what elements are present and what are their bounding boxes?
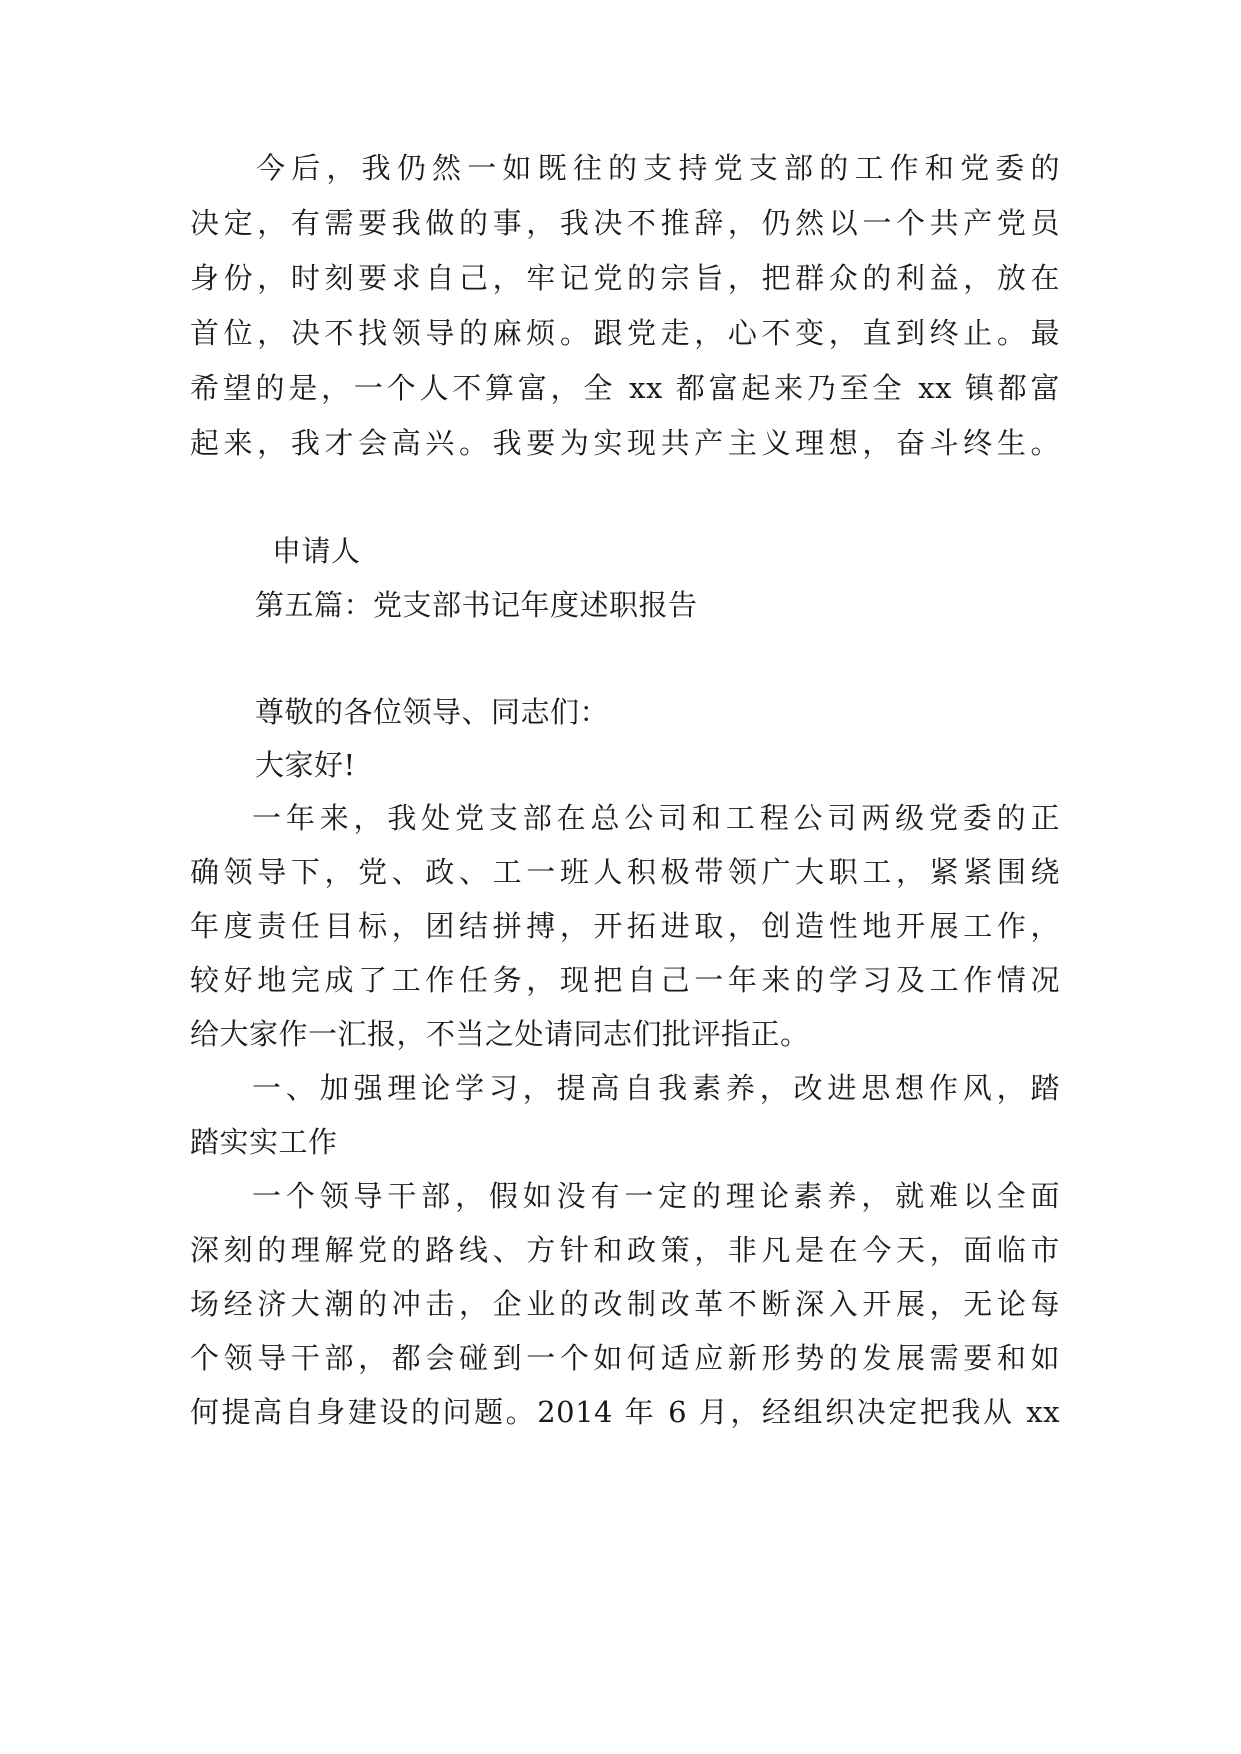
paragraph-line: 给大家作一汇报，不当之处请同志们批评指正。 (190, 1017, 810, 1051)
paragraph-line: 个领导干部，都会碰到一个如何适应新形势的发展需要和如 (190, 1341, 1060, 1375)
paragraph-line: 希望的是，一个人不算富，全 xx 都富起来乃至全 xx 镇都富 (190, 371, 1060, 405)
paragraph-line: 身份，时刻要求自己，牢记党的宗旨，把群众的利益，放在 (190, 261, 1060, 295)
paragraph-line: 一年来，我处党支部在总公司和工程公司两级党委的正 (252, 801, 1060, 835)
paragraph-line: 年度责任目标，团结拼搏，开拓进取，创造性地开展工作， (190, 909, 1060, 943)
paragraph-line: 一个领导干部，假如没有一定的理论素养，就难以全面 (252, 1179, 1060, 1213)
section-title: 第五篇：党支部书记年度述职报告 (255, 588, 698, 622)
paragraph-line: 深刻的理解党的路线、方针和政策，非凡是在今天，面临市 (190, 1233, 1060, 1267)
paragraph-line: 场经济大潮的冲击，企业的改制改革不断深入开展，无论每 (190, 1287, 1060, 1321)
section-heading-line: 踏实实工作 (190, 1125, 338, 1159)
paragraph-line: 较好地完成了工作任务，现把自己一年来的学习及工作情况 (190, 963, 1060, 997)
paragraph-line: 确领导下，党、政、工一班人积极带领广大职工，紧紧围绕 (190, 855, 1060, 889)
greeting: 大家好! (255, 748, 356, 782)
signature-applicant: 申请人 (272, 534, 361, 568)
paragraph-line: 何提高自身建设的问题。2014 年 6 月，经组织决定把我从 xx (190, 1395, 1060, 1429)
salutation: 尊敬的各位领导、同志们： (255, 695, 610, 729)
paragraph-line: 今后，我仍然一如既往的支持党支部的工作和党委的 (256, 151, 1060, 185)
paragraph-line: 首位，决不找领导的麻烦。跟党走，心不变，直到终止。最 (190, 316, 1060, 350)
paragraph-line: 起来，我才会高兴。我要为实现共产主义理想，奋斗终生。 (190, 426, 1060, 460)
paragraph-line: 决定，有需要我做的事，我决不推辞，仍然以一个共产党员 (190, 206, 1060, 240)
section-heading-line: 一、加强理论学习，提高自我素养，改进思想作风，踏 (252, 1071, 1060, 1105)
